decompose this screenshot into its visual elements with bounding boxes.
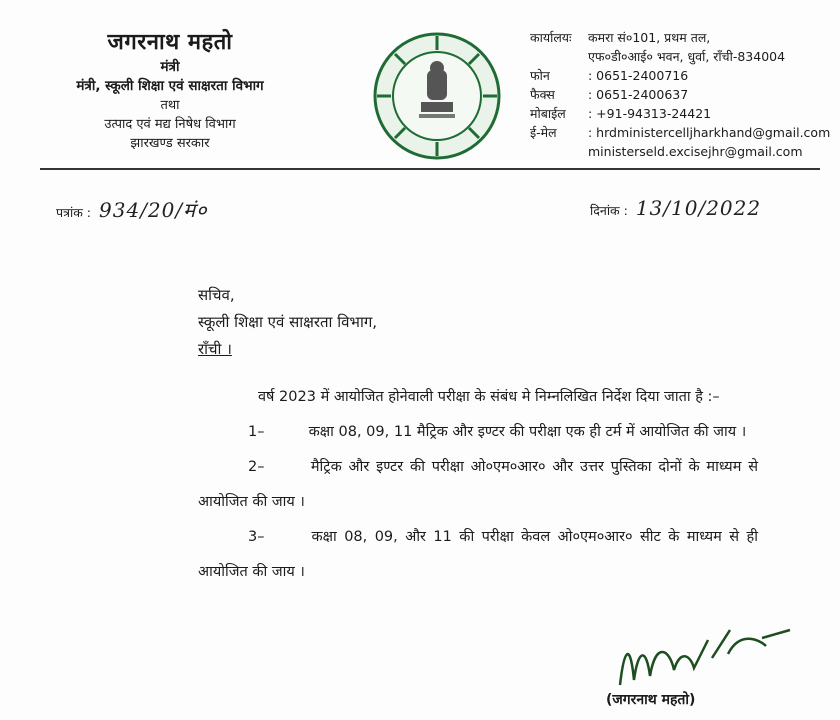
addressee-line-1: सचिव,: [198, 286, 235, 304]
directive-2: [198, 450, 758, 520]
directive-number: 1–: [248, 424, 265, 440]
reference-number: [56, 196, 207, 223]
office-address-2: एफ०डी०आई० भवन, धुर्वा, राँची-834004: [588, 49, 786, 64]
intro-paragraph: [198, 380, 758, 415]
government: झारखण्ड सरकार: [130, 136, 210, 151]
directive-text: कक्षा 08, 09, 11 मैट्रिक और इण्टर की परीक्षा एक ही टर्म में आयोजित की जाय ।: [308, 424, 747, 440]
directive-text: मैट्रिक और इण्टर की परीक्षा ओ०एम०आर० और उत्तर पुस्तिका दोनों के माध्यम से आयोजित की जाय ।: [198, 459, 759, 510]
intro-text: वर्ष 2023 में आयोजित होनेवाली परीक्षा के संबंध मे निम्नलिखित निर्देश दिया जाता है :–: [258, 389, 720, 405]
department-1: मंत्री, स्कूली शिक्षा एवं साक्षरता विभाग: [76, 78, 264, 94]
minister-name: जगरनाथ महतो: [107, 30, 233, 55]
date-label: दिनांक :: [590, 203, 628, 218]
addressee-line-3: राँची ।: [198, 340, 232, 358]
email-1: : hrdministercelljharkhand@gmail.com: [588, 125, 831, 140]
and-text: तथा: [160, 98, 180, 113]
addressee: [198, 282, 377, 363]
letter-date: [590, 196, 761, 220]
ref-label: पत्रांक :: [56, 205, 92, 220]
jharkhand-govt-seal-icon: [371, 30, 503, 162]
letterhead-contact: [530, 28, 830, 161]
department-2: उत्पाद एवं मद्य निषेध विभाग: [104, 117, 236, 132]
date-value: 13/10/2022: [635, 196, 762, 220]
fax-label: फैक्स: [530, 87, 555, 102]
directive-number: 2–: [248, 459, 265, 475]
letterhead-left: [40, 26, 300, 153]
designation: मंत्री: [160, 59, 180, 75]
email-label: ई-मेल: [530, 125, 557, 140]
mobile-number: : +91-94313-24421: [588, 106, 712, 121]
directive-text: कक्षा 08, 09, और 11 की परीक्षा केवल ओ०एम०आर० सीट के माध्यम से ही आयोजित की जाय ।: [198, 529, 758, 580]
directive-3: [198, 520, 758, 590]
phone-number: : 0651-2400716: [588, 68, 689, 83]
fax-number: : 0651-2400637: [588, 87, 689, 102]
addressee-line-2: स्कूली शिक्षा एवं साक्षरता विभाग,: [198, 313, 378, 331]
directive-number: 3–: [248, 529, 265, 545]
directive-1: [198, 415, 758, 450]
office-address-1: कमरा सं०101, प्रथम तल,: [588, 30, 711, 45]
ref-value: 934/20/मं०: [99, 198, 208, 222]
letter-body: [198, 380, 758, 590]
phone-label: फोन: [530, 68, 550, 83]
office-label: कार्यालयः: [530, 30, 572, 45]
mobile-label: मोबाईल: [530, 106, 566, 121]
header-divider: [40, 168, 820, 170]
signatory-name: (जगरनाथ महतो): [606, 692, 696, 708]
email-2: ministerseld.excisejhr@gmail.com: [588, 144, 803, 159]
